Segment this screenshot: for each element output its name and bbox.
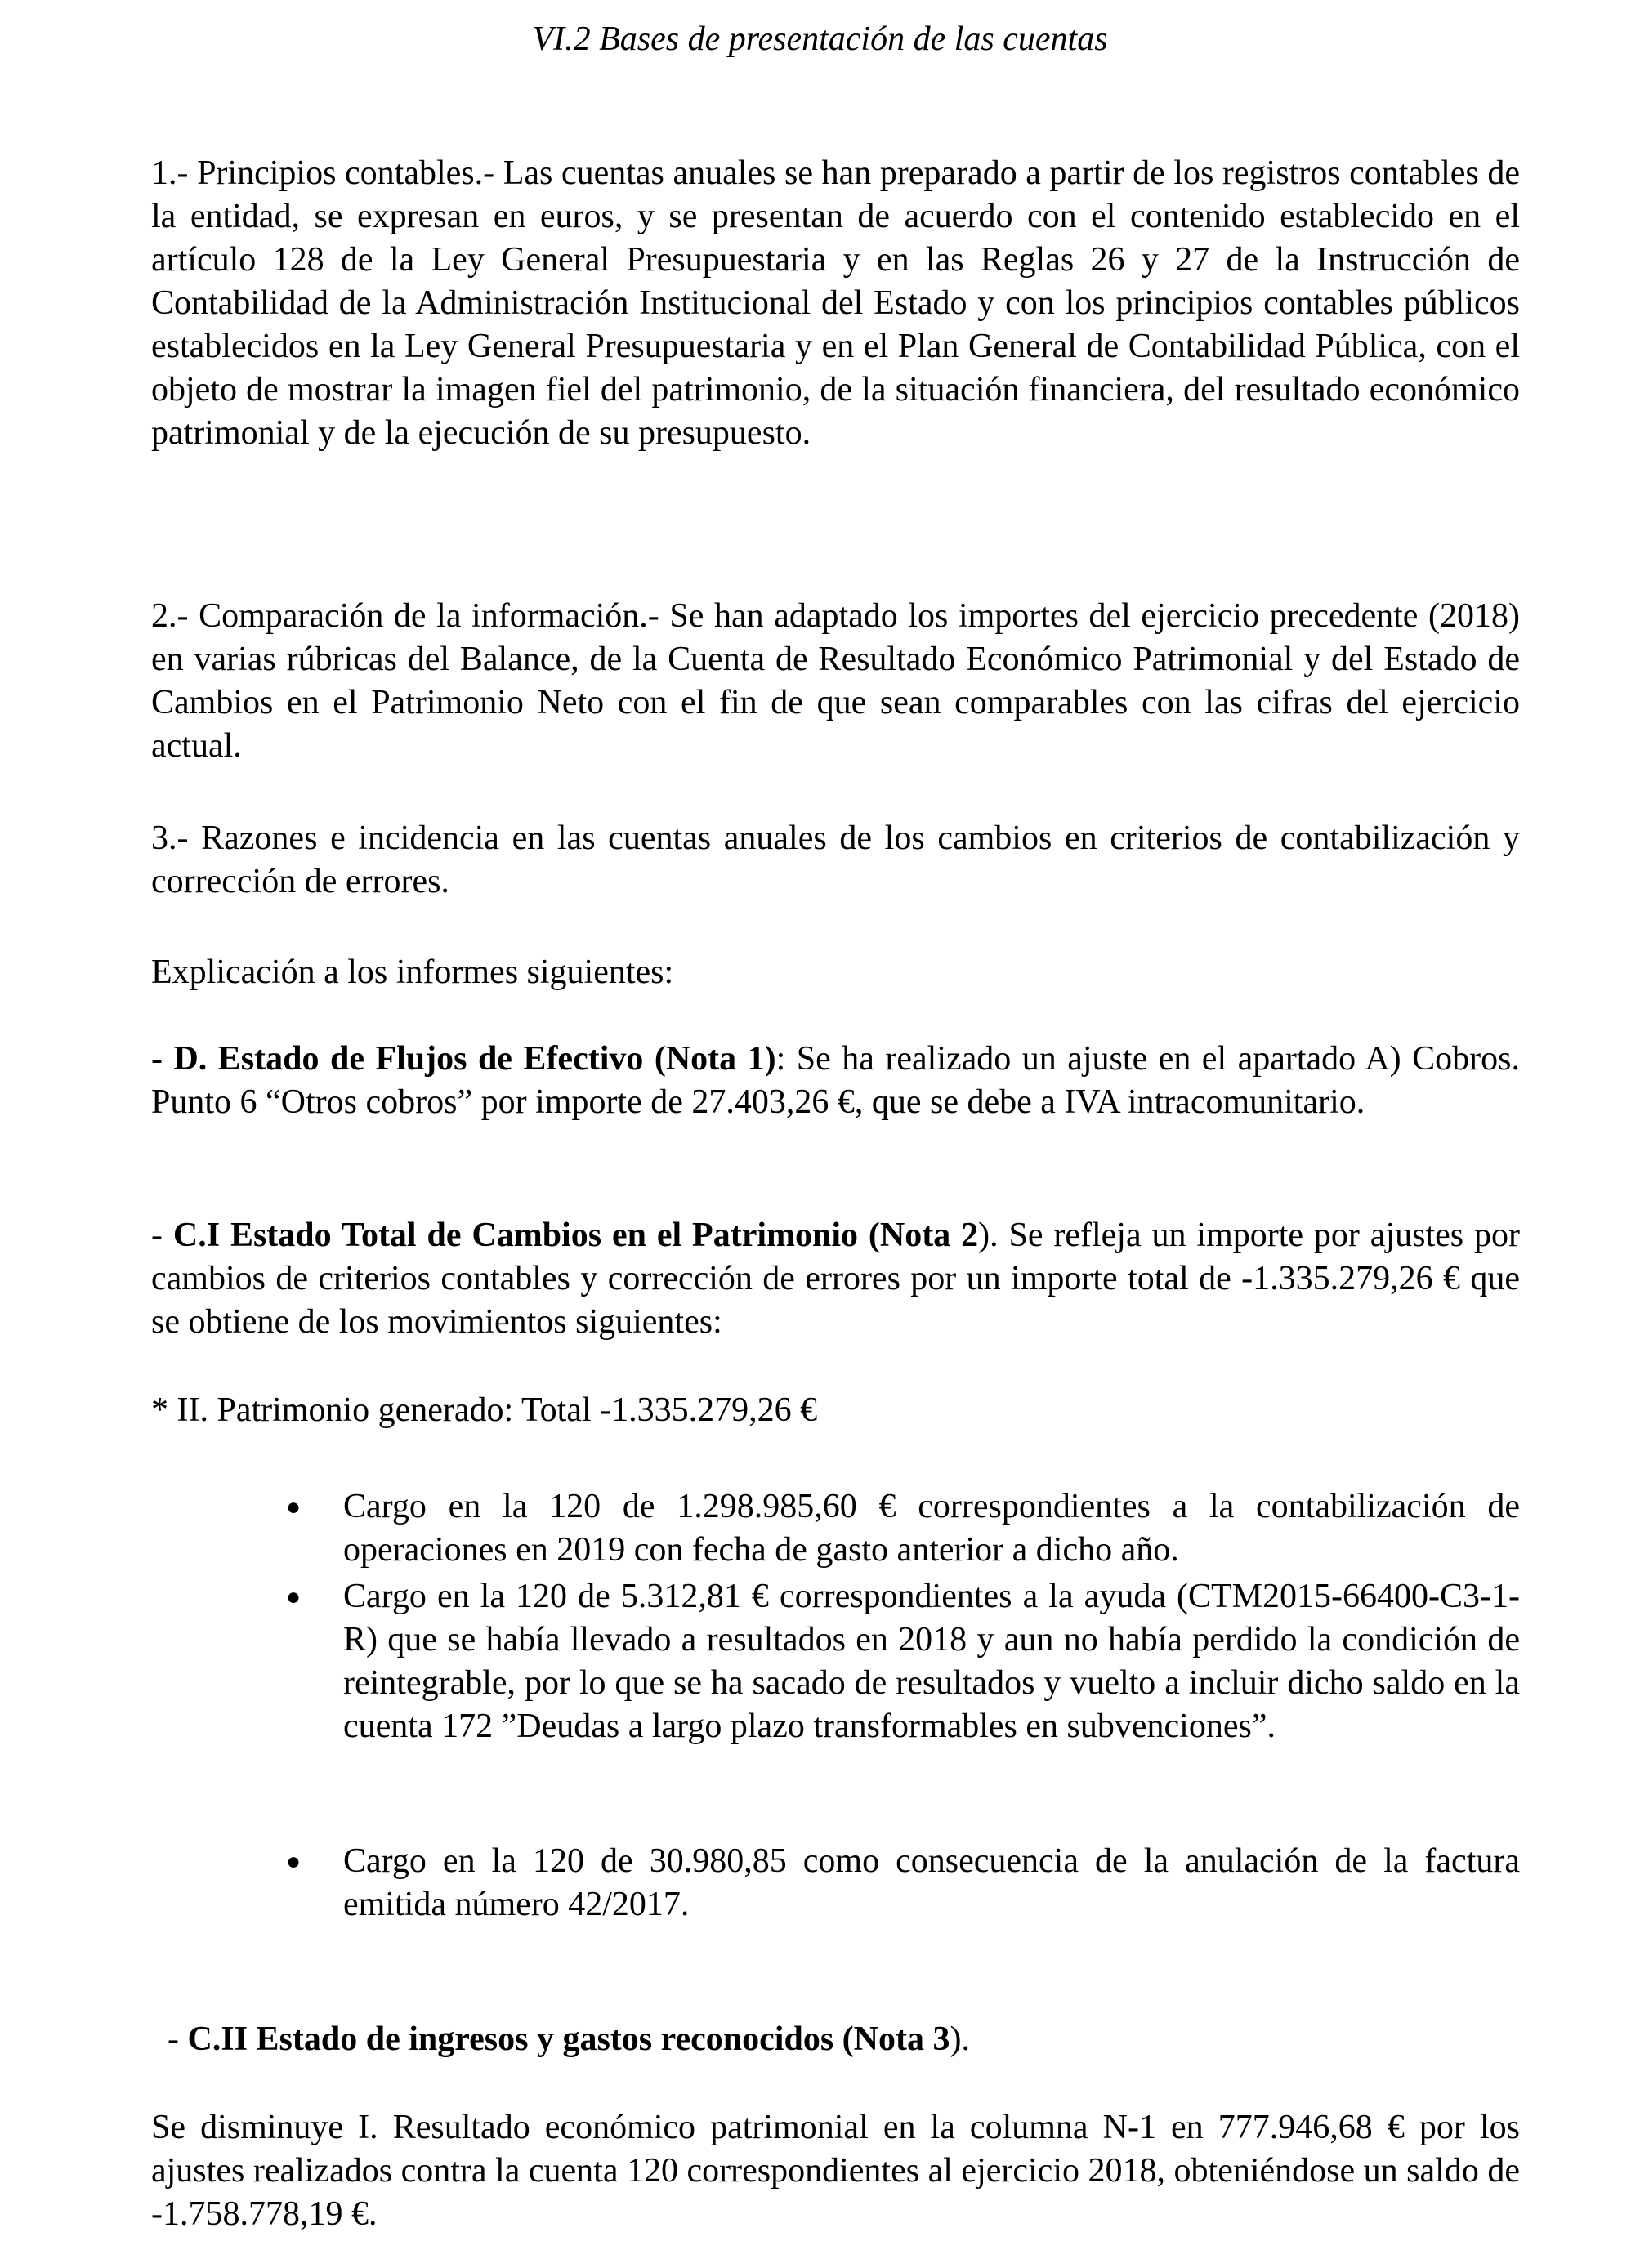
list-item: Cargo en la 120 de 5.312,81 € correspondientes a la ayuda (CTM2015-66400-C3-1-R) que se había llevado a resultados en 2018 y aun no había perdido la condición de reintegrable, por lo que se ha sacado de resultados y vuelto a incluir dicho saldo en la cuenta 172 ”Deudas a largo plazo transformables en subvenciones”.	[343, 1578, 1520, 1745]
paragraph-razones-incidencia: 3.- Razones e incidencia en las cuentas anuales de los cambios en criterios de contabilización y corrección de errores.	[151, 819, 1520, 900]
paragraph-explicacion: Explicación a los informes siguientes:	[151, 953, 674, 991]
heading-estado-total-cambios: - C.I Estado Total de Cambios en el Patrimonio (Nota 2	[151, 1217, 979, 1254]
paragraph-estado-flujos	[151, 1038, 1520, 1124]
heading-estado-ingresos-gastos: - C.II Estado de ingresos y gastos reconocidos (Nota 3	[168, 2020, 950, 2058]
page-title: VI.2 Bases de presentación de las cuentas	[532, 20, 1108, 58]
text-estado-flujos: : Se ha realizado un ajuste en el apartado A) Cobros. Punto 6 “Otros cobros” por importe de 27.403,26 €, que se debe a IVA intracomunitario.	[151, 1040, 1520, 1121]
list-item: Cargo en la 120 de 30.980,85 como consecuencia de la anulación de la factura emitida número 42/2017.	[343, 1842, 1520, 1923]
paragraph-resultado-economico: Se disminuye I. Resultado económico patrimonial en la columna N-1 en 777.946,68 € por los ajustes realizados contra la cuenta 120 correspondientes al ejercicio 2018, obteniéndose un saldo de -1.758.778,19 €.	[151, 2109, 1520, 2233]
paragraph-estado-ingresos-gastos	[168, 2018, 1520, 2061]
paragraph-comparacion-informacion: 2.- Comparación de la información.- Se han adaptado los importes del ejercicio precedente (2018) en varias rúbricas del Balance, de la Cuenta de Resultado Económico Patrimonial y del Estado de Cambios en el Patrimonio Neto con el fin de que sean comparables con las cifras del ejercicio actual.	[151, 597, 1520, 765]
paragraph-patrimonio-generado: * II. Patrimonio generado: Total -1.335.279,26 €	[151, 1391, 818, 1429]
bullet-icon: ●	[286, 1493, 302, 1520]
bullet-icon: ●	[286, 1583, 302, 1610]
bullet-icon: ●	[286, 1848, 302, 1875]
text-estado-total-cambios: ). Se refleja un importe por ajustes por cambios de criterios contables y corrección de errores por un importe total de -1.335.279,26 € que se obtiene de los movimientos siguientes:	[151, 1217, 1520, 1341]
heading-estado-flujos: - D. Estado de Flujos de Efectivo (Nota 1)	[151, 1040, 776, 1078]
paragraph-principios-contables: 1.- Principios contables.- Las cuentas anuales se han preparado a partir de los registros contables de la entidad, se expresan en euros, y se presentan de acuerdo con el contenido establecido en el artículo 128 de la Ley General Presupuestaria y en las Reglas 26 y 27 de la Instrucción de Contabilidad de la Administración Institucional del Estado y con los principios contables públicos establecidos en la Ley General Presupuestaria y en el Plan General de Contabilidad Pública, con el objeto de mostrar la imagen fiel del patrimonio, de la situación financiera, del resultado económico patrimonial y de la ejecución de su presupuesto.	[151, 154, 1520, 452]
text-estado-ingresos-gastos: ).	[950, 2020, 970, 2058]
list-item: Cargo en la 120 de 1.298.985,60 € correspondientes a la contabilización de operaciones en 2019 con fecha de gasto anterior a dicho año.	[343, 1488, 1520, 1569]
paragraph-estado-total-cambios	[151, 1214, 1520, 1344]
